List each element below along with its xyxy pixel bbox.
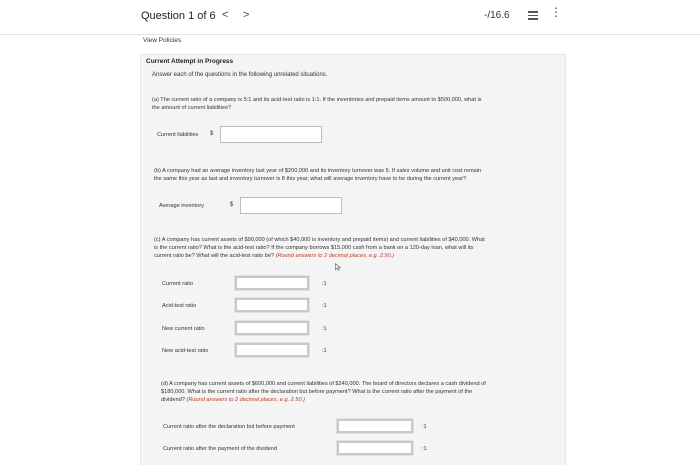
part-c-question: (c) A company has current assets of $90,000 (of which $40,000 is inventory and prepaid items) and current liabilities of $40,000. What is the current ratio? What is the acid-test ratio? If the company borrows $15,000 cash from a bank on a 120-day loan, what will its current ratio be? What will the acid-test ratio be? (Round answers to 2 decimal places, e.g. 2.50.) [154,237,485,259]
currency-symbol: $ [230,202,234,208]
new-current-ratio-label: New current ratio [162,326,205,332]
currency-symbol: $ [210,131,214,137]
current-ratio-input[interactable] [235,276,309,290]
part-a-question: (a) The current ratio of a company is 5:1 and its acid-test ratio is 1:1. If the inventories and prepaid items amount to $500,000, what is the amount of current liabilities? [152,97,482,111]
rounding-hint: (Round answers to 2 decimal places, e.g. 2.50.) [275,253,395,259]
ratio-suffix: :1 [322,326,327,332]
part-d-question: (d) A company has current assets of $600,000 and current liabilities of $240,000. The board of directors declares a cash dividend of $180,000. What is the current ratio after the declaration but before payment? What is the current ratio after the payment of the dividend? (Round answers to 2 decimal places, e.g. 2.50.) [161,381,486,403]
ratio-after-payment-label: Current ratio after the payment of the dividend [163,446,278,452]
question-panel [140,54,566,465]
ratio-suffix: :1 [322,303,327,309]
new-acid-test-ratio-label: New acid-test ratio [162,348,209,354]
current-liabilities-input[interactable] [220,126,322,143]
part-b-question: (b) A company had an average inventory last year of $200,000 and its inventory turnover was 5. If sales volume and unit cost remain the same this year as last and inventory turnover is 8 this year, what will average inventory have to be during the current year? [154,168,482,182]
ratio-suffix: :1 [322,281,327,287]
question-counter: Question 1 of 6 [141,10,216,22]
mouse-pointer-icon [334,263,342,271]
question-header [0,0,700,35]
question-score: -/16.6 [484,10,510,21]
current-liabilities-label: Current liabilities [157,132,199,138]
rounding-hint: (Round answers to 2 decimal places, e.g. 2.50.) [186,397,305,403]
more-options-icon[interactable]: ⋮ [550,5,562,19]
question-list-icon[interactable] [528,11,538,20]
current-ratio-label: Current ratio [162,281,194,287]
previous-question-button[interactable]: < [222,9,229,21]
new-current-ratio-input[interactable] [235,321,309,335]
next-question-button[interactable]: > [243,9,250,21]
average-inventory-input[interactable] [240,197,342,214]
acid-test-ratio-input[interactable] [235,298,309,312]
ratio-after-declaration-input[interactable] [337,419,413,433]
average-inventory-label: Average inventory [159,203,204,209]
ratio-suffix: :1 [422,424,427,430]
view-policies-link[interactable]: View Policies [143,37,182,44]
new-acid-test-ratio-input[interactable] [235,343,309,357]
ratio-suffix: :1 [322,348,327,354]
ratio-suffix: :1 [422,446,427,452]
acid-test-ratio-label: Acid-test ratio [162,303,197,309]
question-instructions: Answer each of the questions in the following unrelated situations. [152,72,328,78]
ratio-after-payment-input[interactable] [337,441,413,455]
attempt-status-title: Current Attempt in Progress [146,58,234,65]
ratio-after-declaration-label: Current ratio after the declaration but before payment [163,424,295,430]
